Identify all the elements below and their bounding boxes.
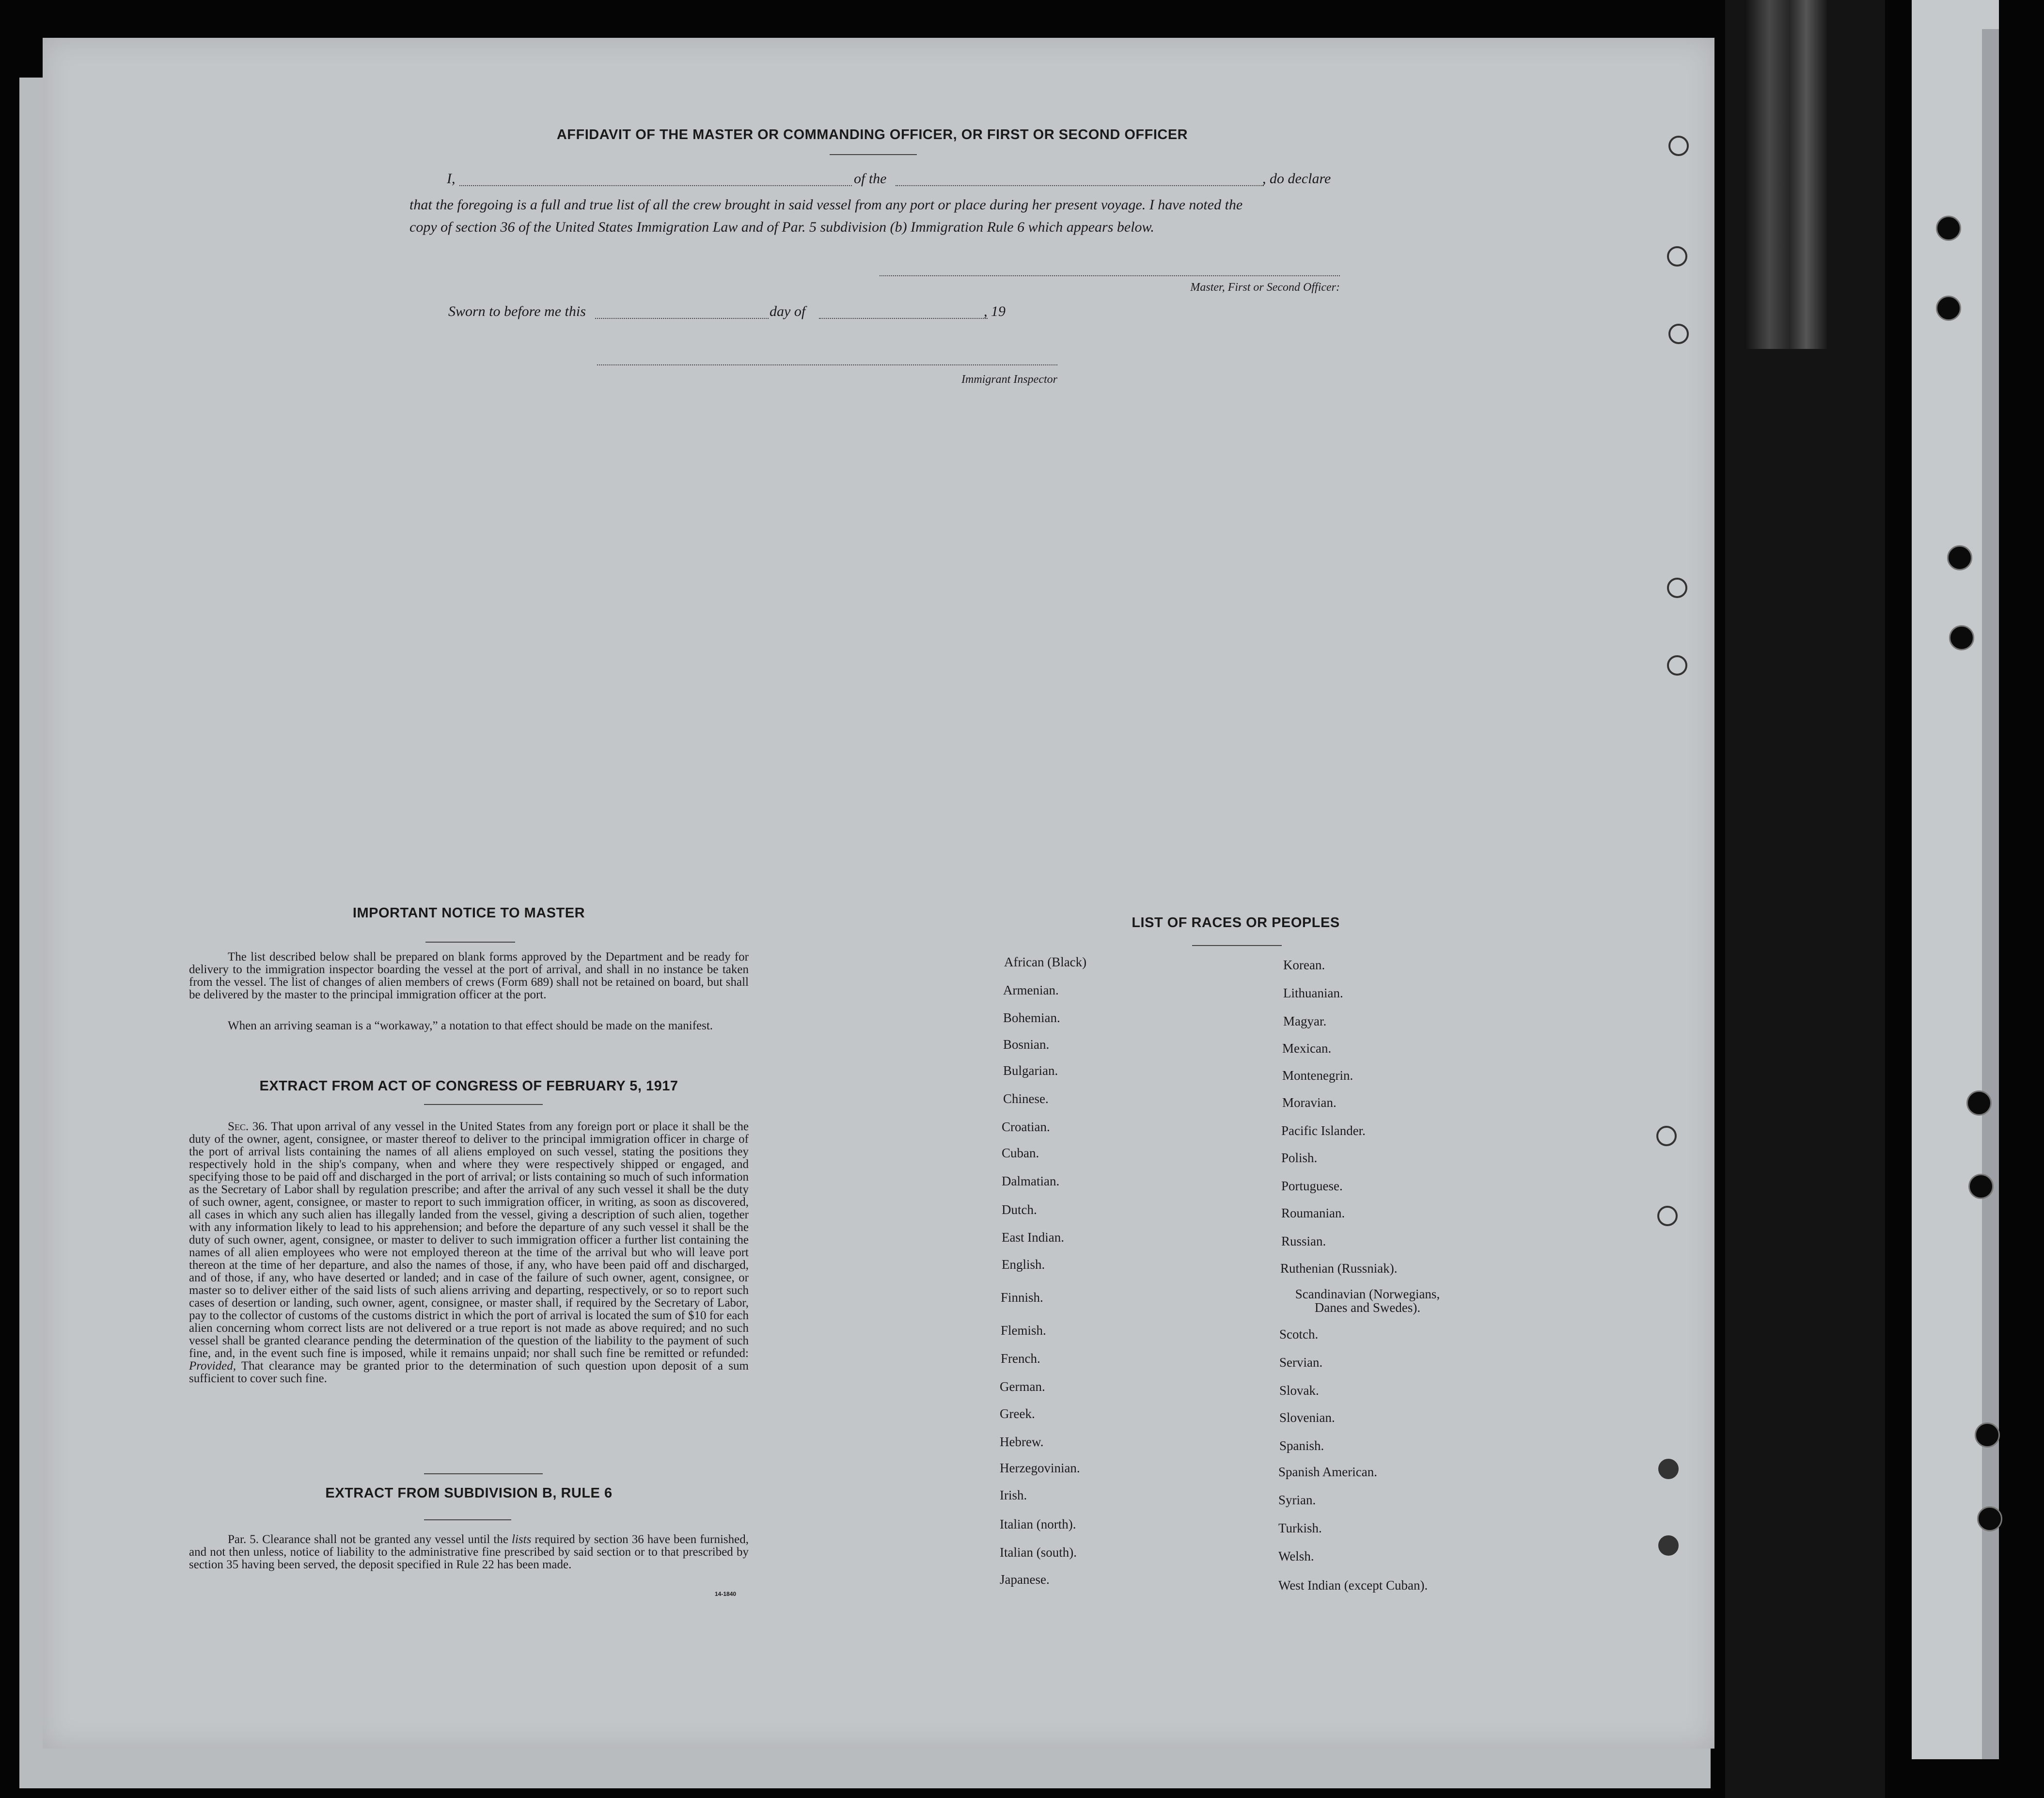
strip-hole-icon	[1966, 1090, 1992, 1116]
strip-hole-icon	[1947, 545, 1972, 570]
strip-hole-icon	[1977, 1506, 2002, 1531]
race-item: West Indian (except Cuban).	[1278, 1578, 1428, 1593]
race-item: Finnish.	[1001, 1290, 1043, 1305]
race-item: Irish.	[1000, 1488, 1027, 1502]
declare-label: , do declare	[1262, 171, 1331, 187]
strip-hole-icon	[1968, 1174, 1994, 1199]
race-item: Servian.	[1279, 1355, 1323, 1370]
binding-wear	[1745, 0, 1827, 349]
par-5-text	[189, 1533, 749, 1571]
race-item: Bohemian.	[1003, 1010, 1060, 1025]
declarant-label: I,	[447, 171, 456, 187]
binder-strip-edge	[1982, 29, 1999, 1759]
race-item: Russian.	[1281, 1234, 1326, 1248]
affidavit-line-2: that the foregoing is a full and true list of all the crew brought in said vessel from any port or place during her present voyage. I have noted the	[409, 197, 1243, 213]
par-5-part-2: required by section 36 have been furnished, and not then unless, notice of liability to the administrative fine prescribed by said section or to that prescribed by section 35 having been served, the deposit specified in Rule 22 has been made.	[189, 1533, 749, 1571]
day-of-label: day of	[770, 303, 806, 319]
title-underline	[830, 154, 917, 155]
sworn-month-field[interactable]	[819, 318, 988, 319]
race-item: Japanese.	[1000, 1572, 1050, 1587]
punch-hole-icon	[1667, 578, 1687, 598]
race-item: Magyar.	[1283, 1014, 1327, 1028]
race-item: Bulgarian.	[1003, 1063, 1058, 1078]
race-item: Italian (north).	[1000, 1517, 1076, 1531]
vessel-of-label: of the	[854, 171, 887, 187]
race-item: English.	[1002, 1257, 1045, 1272]
race-item: African (Black)	[1004, 955, 1087, 969]
race-item: Cuban.	[1002, 1146, 1039, 1160]
race-item: Armenian.	[1003, 983, 1059, 997]
form-number: 14-1840	[715, 1591, 737, 1597]
extract-act-underline	[424, 1104, 543, 1105]
strip-hole-icon	[1975, 1422, 2000, 1448]
sworn-label: Sworn to before me this	[448, 303, 586, 319]
section-36-text	[189, 1120, 749, 1385]
lists-word: lists	[512, 1533, 532, 1546]
race-item: Turkish.	[1278, 1521, 1322, 1535]
race-item: Pacific Islander.	[1281, 1123, 1366, 1138]
race-item: Montenegrin.	[1282, 1068, 1353, 1083]
race-item: Ruthenian (Russniak).	[1280, 1261, 1398, 1276]
punch-hole-icon	[1667, 246, 1687, 267]
affidavit-title: AFFIDAVIT OF THE MASTER OR COMMANDING OFFICER, OR FIRST OR SECOND OFFICER	[556, 127, 1188, 142]
races-underline	[1192, 945, 1282, 946]
race-item: Spanish.	[1279, 1438, 1324, 1453]
punch-hole-icon	[1658, 1535, 1679, 1556]
race-item: Italian (south).	[1000, 1545, 1077, 1560]
strip-hole-icon	[1936, 216, 1961, 241]
race-item: Dutch.	[1002, 1202, 1037, 1217]
race-item: Flemish.	[1001, 1323, 1046, 1338]
punch-hole-icon	[1668, 136, 1689, 156]
notice-underline	[425, 942, 515, 943]
punch-hole-icon	[1656, 1126, 1677, 1146]
vessel-name-field[interactable]	[896, 185, 1264, 186]
section-36-body: That upon arrival of any vessel in the United States from any foreign port or place it shall be the duty of the owner, agent, consignee, or master thereof to deliver to the principal immigration officer in charge of the port of arrival lists containing the names of all aliens employed on such vessel, stating the positions they respectively hold in the ship's company, when and where they were respectively shipped or engaged, and specifying those to be paid off and discharged in the port of arrival; or lists containing so much of such information as the Secretary of Labor shall by regulation prescribe; and after the arrival of any such vessel it shall be the duty of such owner, agent, consignee, or master to report to such immigration officer, in writing, as soon as discovered, all cases in which any such alien has illegally landed from the vessel, giving a description of such alien, together with any information likely to lead to his apprehension; and before the departure of any such vessel it shall be the duty of such owner, agent, consignee, or master to deliver to such immigration officer a further list containing the names of all alien employees who were not employed thereon at the time of the arrival but who will leave port thereon at the time of her departure, and also the names of those, if any, who have been paid off and discharged, and of those, if any, who have deserted or landed; and in case of the failure of such owner, agent, consignee, or master so to deliver either of the said lists of such aliens arriving and departing, respectively, or so to report such cases of desertion or landing, such owner, agent, consignee, or master shall, if required by the Secretary of Labor, pay to the collector of customs of the customs district in which the port of arrival is located the sum of $10 for each alien concerning whom correct lists are not delivered or a true report is not made as above required; and no such vessel shall be granted clearance pending the determination of the question of the liability to the payment of such fine, and, in the event such fine is imposed, while it remains unpaid; nor shall such fine be remitted or refunded:	[189, 1120, 749, 1360]
race-item: Dalmatian.	[1002, 1174, 1060, 1188]
strip-hole-icon	[1936, 296, 1961, 321]
sworn-day-field[interactable]	[595, 318, 769, 319]
affidavit-line-3: copy of section 36 of the United States Immigration Law and of Par. 5 subdivision (b) Immigration Rule 6 which appears below.	[409, 219, 1154, 235]
section-label: Sec. 36.	[228, 1120, 267, 1133]
punch-hole-icon	[1668, 324, 1689, 344]
extract-rule-top-rule	[424, 1473, 543, 1474]
strip-hole-icon	[1949, 625, 1974, 650]
race-item: Moravian.	[1282, 1095, 1336, 1110]
race-item: Slovak.	[1279, 1383, 1319, 1398]
punch-hole-icon	[1657, 1206, 1678, 1226]
section-36-tail: That clearance may be granted prior to the determination of such question upon deposit of a sum sufficient to cover such fine.	[189, 1359, 749, 1385]
year-label: , 19	[984, 303, 1006, 319]
race-item: German.	[1000, 1379, 1045, 1394]
provided-word: Provided,	[189, 1359, 236, 1372]
race-item: Korean.	[1283, 958, 1325, 972]
notice-paragraph-2: When an arriving seaman is a “workaway,” a notation to that effect should be made on the manifest.	[228, 1019, 713, 1032]
punch-hole-icon	[1658, 1459, 1679, 1479]
extract-rule-title: EXTRACT FROM SUBDIVISION B, RULE 6	[325, 1485, 613, 1501]
punch-hole-icon	[1667, 655, 1687, 676]
race-item: Croatian.	[1002, 1120, 1050, 1134]
race-item: Scotch.	[1279, 1327, 1319, 1341]
race-item: Portuguese.	[1281, 1179, 1343, 1193]
inspector-signature-field[interactable]	[597, 364, 1057, 365]
extract-rule-underline	[424, 1519, 511, 1520]
race-item: Slovenian.	[1279, 1410, 1335, 1425]
declarant-name-field[interactable]	[459, 185, 852, 186]
race-item: Hebrew.	[1000, 1435, 1044, 1449]
race-item: Syrian.	[1278, 1493, 1316, 1507]
race-item: Scandinavian (Norwegians, Danes and Swedes).	[1295, 1287, 1440, 1315]
race-item: French.	[1001, 1351, 1040, 1366]
race-item: Greek.	[1000, 1406, 1035, 1421]
race-item: Mexican.	[1282, 1041, 1332, 1056]
race-item: East Indian.	[1002, 1230, 1064, 1245]
race-item: Roumanian.	[1281, 1206, 1345, 1220]
race-item: Spanish American.	[1278, 1465, 1377, 1479]
notice-paragraph-1: The list described below shall be prepared on blank forms approved by the Department and be ready for delivery to the immigration inspector boarding the vessel at the port of arrival, and shall in no instance be taken from the vessel. The list of changes of alien members of crews (Form 689) shall not be retained on board, but shall be delivered by the master to the principal immigration officer at the port.	[189, 950, 749, 1001]
extract-act-title: EXTRACT FROM ACT OF CONGRESS OF FEBRUARY 5, 1917	[259, 1078, 678, 1094]
par-5-part-1: Par. 5. Clearance shall not be granted any vessel until the	[228, 1533, 508, 1546]
race-item: Welsh.	[1278, 1549, 1314, 1563]
races-title: LIST OF RACES OR PEOPLES	[1132, 915, 1340, 931]
race-item: Polish.	[1281, 1151, 1318, 1165]
notice-title: IMPORTANT NOTICE TO MASTER	[352, 905, 585, 921]
race-item: Bosnian.	[1003, 1037, 1050, 1052]
race-item: Herzegovinian.	[1000, 1461, 1080, 1475]
master-signature-label: Master, First or Second Officer:	[1190, 281, 1340, 294]
inspector-label: Immigrant Inspector	[961, 373, 1057, 386]
race-item: Chinese.	[1003, 1091, 1049, 1106]
race-item: Lithuanian.	[1283, 986, 1343, 1000]
master-signature-field[interactable]	[880, 275, 1340, 276]
